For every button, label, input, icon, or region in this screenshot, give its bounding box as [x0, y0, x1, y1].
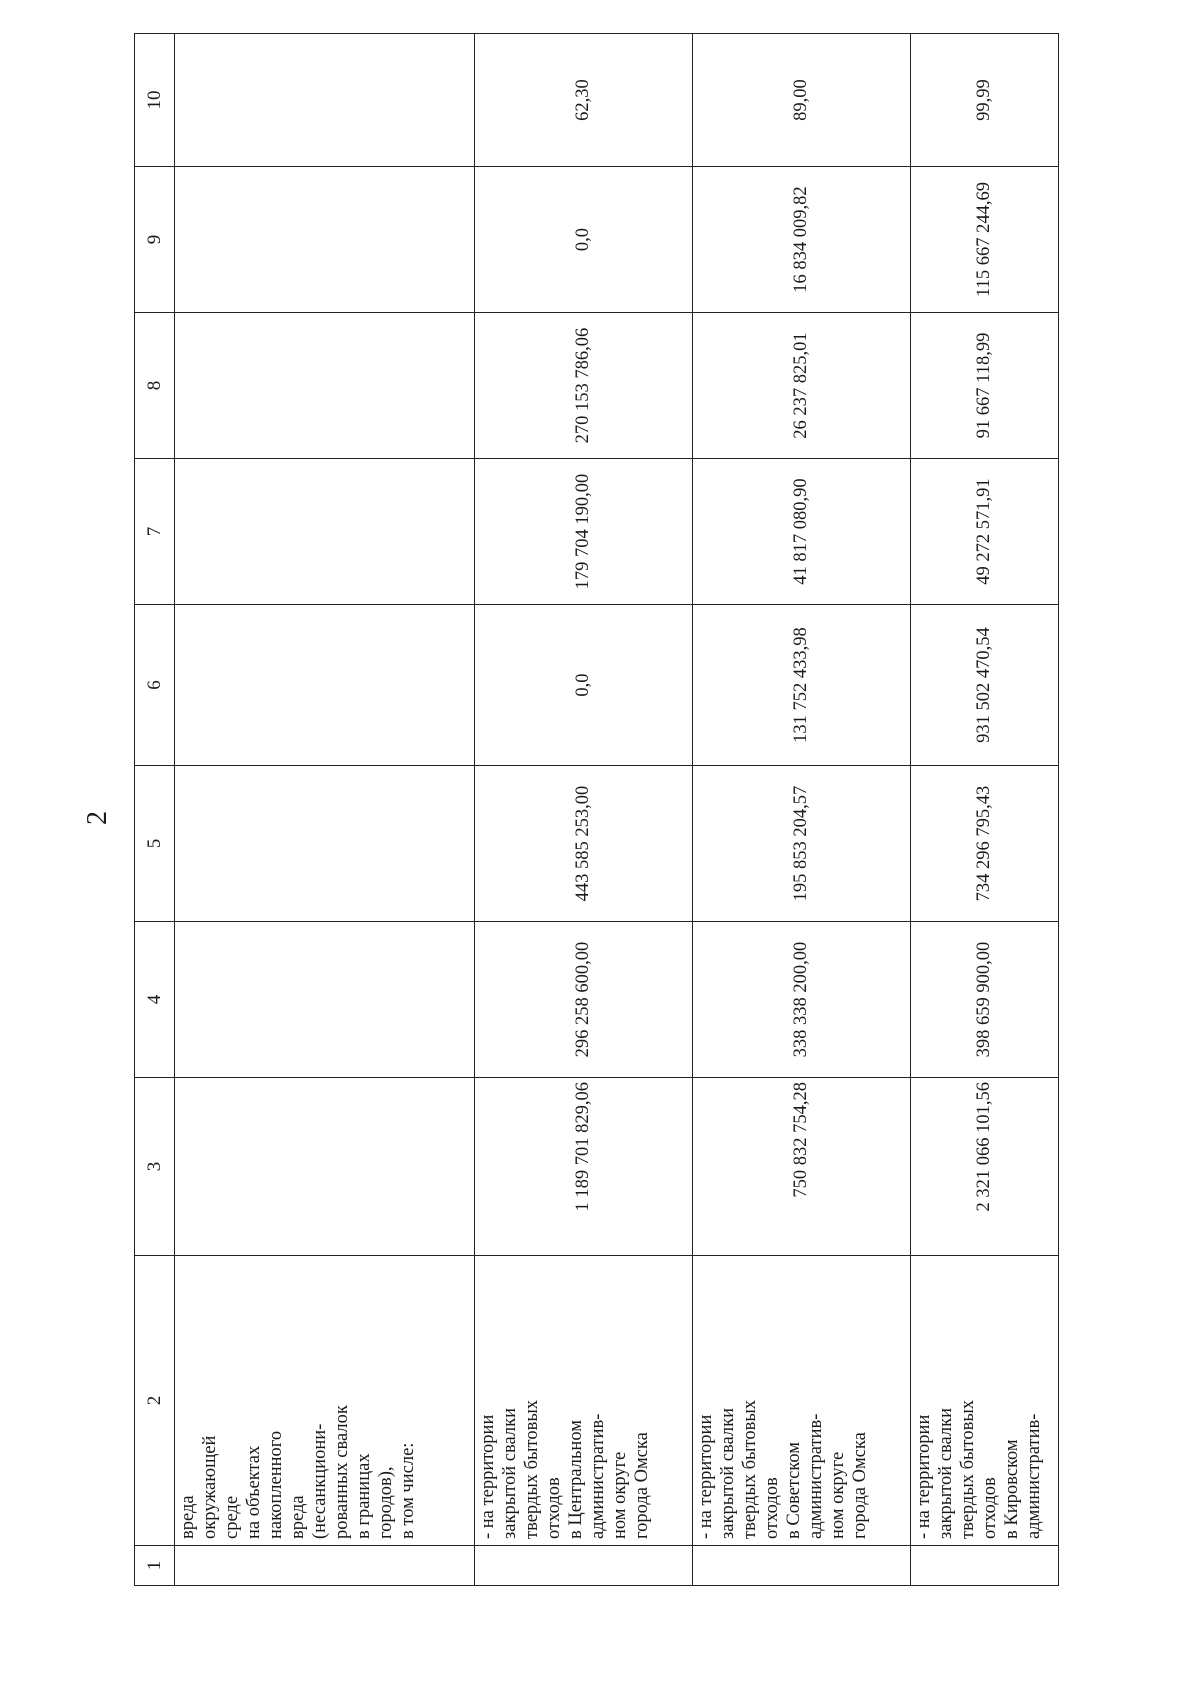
- column-number: 6: [135, 605, 175, 766]
- value-cell: 99,99: [911, 34, 1059, 167]
- row-index-cell: [693, 1546, 911, 1586]
- row-description: [911, 1256, 1059, 1546]
- description-line: закрытой свалки: [936, 1408, 956, 1539]
- value-cell: 89,00: [693, 34, 911, 167]
- description-line: отходов: [544, 1477, 564, 1539]
- value-cell: 398 659 900,00: [911, 922, 1059, 1078]
- value-cell: 338 338 200,00: [693, 922, 911, 1078]
- data-table-container: [134, 34, 1056, 1586]
- value-cell: 115 667 244,69: [911, 167, 1059, 313]
- description-line: - на территории: [696, 1414, 716, 1539]
- column-number: 5: [135, 766, 175, 922]
- description-line: вреда: [178, 1495, 198, 1539]
- description-line: отходов: [980, 1477, 1000, 1539]
- column-number: 4: [135, 922, 175, 1078]
- value-cell: 750 832 754,28: [693, 1078, 911, 1256]
- description-line: административ-: [1024, 1413, 1044, 1539]
- value-cell: 296 258 600,00: [475, 922, 693, 1078]
- description-line: твердых бытовых: [522, 1400, 542, 1539]
- column-number: 8: [135, 313, 175, 459]
- column-number: 2: [135, 1256, 175, 1546]
- row-description: [475, 1256, 693, 1546]
- column-number: 1: [135, 1546, 175, 1586]
- value-cell: [175, 605, 475, 766]
- value-cell: 931 502 470,54: [911, 605, 1059, 766]
- description-line: городов),: [376, 1466, 396, 1539]
- value-cell: 1 189 701 829,06: [475, 1078, 693, 1256]
- description-line: отходов: [762, 1477, 782, 1539]
- value-cell: 443 585 253,00: [475, 766, 693, 922]
- value-cell: 26 237 825,01: [693, 313, 911, 459]
- value-cell: 0,0: [475, 605, 693, 766]
- description-line: в границах: [354, 1453, 374, 1539]
- value-cell: 0,0: [475, 167, 693, 313]
- value-cell: 270 153 786,06: [475, 313, 693, 459]
- description-line: ном округе: [610, 1451, 630, 1539]
- value-cell: 41 817 080,90: [693, 459, 911, 605]
- row-description: [175, 1256, 475, 1546]
- column-number-row: [135, 34, 175, 1586]
- table-row: [175, 34, 475, 1586]
- description-line: в Кировском: [1002, 1439, 1022, 1539]
- column-number: 7: [135, 459, 175, 605]
- description-line: административ-: [588, 1413, 608, 1539]
- description-line: рованных свалок: [332, 1405, 352, 1539]
- description-line: - на территории: [478, 1414, 498, 1539]
- column-number: 10: [135, 34, 175, 167]
- data-table: [134, 33, 1059, 1586]
- value-cell: [175, 1078, 475, 1256]
- value-cell: 179 704 190,00: [475, 459, 693, 605]
- column-number: 9: [135, 167, 175, 313]
- value-cell: [175, 167, 475, 313]
- description-line: города Омска: [850, 1432, 870, 1539]
- description-line: твердых бытовых: [958, 1400, 978, 1539]
- value-cell: 734 296 795,43: [911, 766, 1059, 922]
- description-line: (несанкциони-: [310, 1423, 330, 1539]
- value-cell: 2 321 066 101,56: [911, 1078, 1059, 1256]
- description-line: города Омска: [632, 1432, 652, 1539]
- value-cell: 195 853 204,57: [693, 766, 911, 922]
- description-line: твердых бытовых: [740, 1400, 760, 1539]
- description-line: в том числе:: [398, 1442, 418, 1539]
- description-line: на объектах: [244, 1445, 264, 1539]
- description-line: в Центральном: [566, 1420, 586, 1539]
- row-index-cell: [175, 1546, 475, 1586]
- page-number: 2: [82, 811, 113, 825]
- value-cell: 131 752 433,98: [693, 605, 911, 766]
- description-line: закрытой свалки: [500, 1408, 520, 1539]
- description-line: - на территории: [914, 1414, 934, 1539]
- value-cell: 49 272 571,91: [911, 459, 1059, 605]
- description-line: среде: [222, 1495, 242, 1539]
- row-description: [693, 1256, 911, 1546]
- description-line: административ-: [806, 1413, 826, 1539]
- table-row: [911, 34, 1059, 1586]
- column-number: 3: [135, 1078, 175, 1256]
- table-row: [475, 34, 693, 1586]
- description-line: накопленного: [266, 1430, 286, 1539]
- description-line: окружающей: [200, 1435, 220, 1539]
- value-cell: [175, 922, 475, 1078]
- value-cell: [175, 34, 475, 167]
- description-line: в Советском: [784, 1442, 804, 1539]
- value-cell: [175, 459, 475, 605]
- table-row: [693, 34, 911, 1586]
- description-line: ном округе: [828, 1451, 848, 1539]
- value-cell: 62,30: [475, 34, 693, 167]
- description-line: вреда: [288, 1495, 308, 1539]
- description-line: закрытой свалки: [718, 1408, 738, 1539]
- value-cell: [175, 313, 475, 459]
- row-index-cell: [911, 1546, 1059, 1586]
- row-index-cell: [475, 1546, 693, 1586]
- value-cell: 91 667 118,99: [911, 313, 1059, 459]
- value-cell: [175, 766, 475, 922]
- value-cell: 16 834 009,82: [693, 167, 911, 313]
